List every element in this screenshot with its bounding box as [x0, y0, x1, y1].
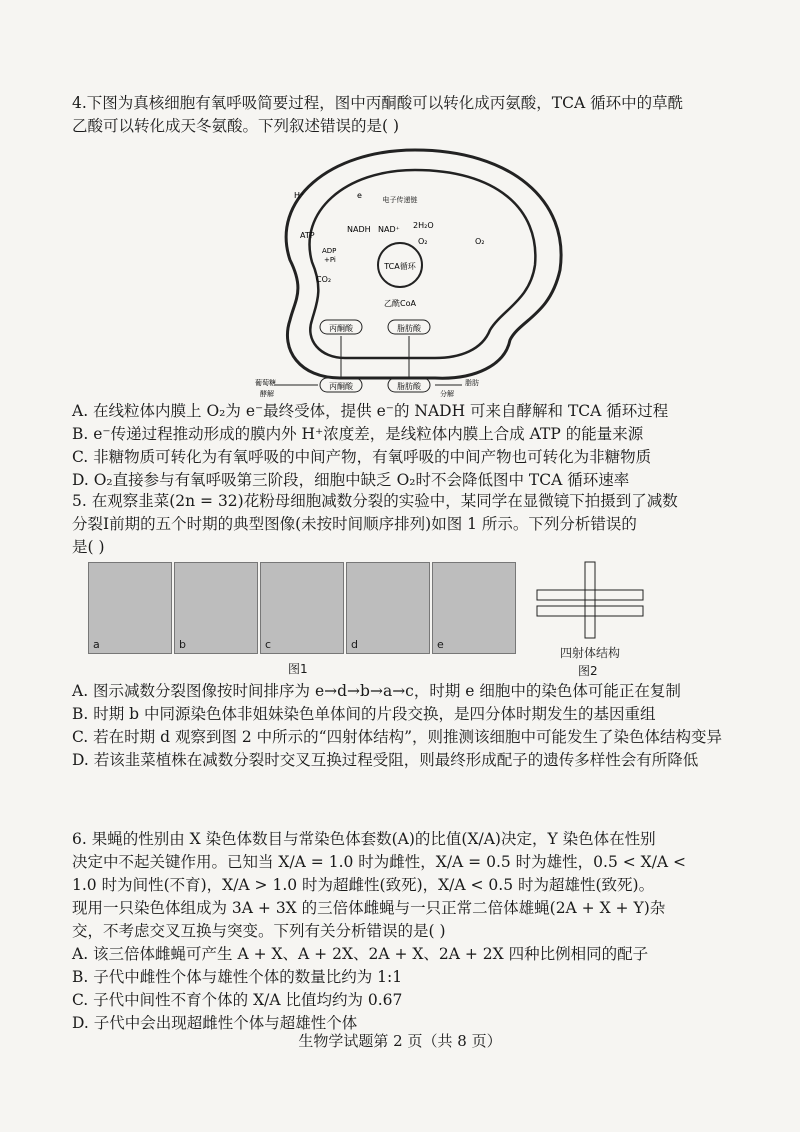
- cell-image-d: d: [346, 562, 430, 654]
- electron-label: e: [357, 191, 362, 200]
- q5-stem-line1: 5. 在观察韭菜(2n = 32)花粉母细胞减数分裂的实验中，某同学在显微镜下拍摄到了减数: [72, 492, 678, 510]
- q6-option-d: D. 子代中会出现超雌性个体与超雄性个体: [72, 1014, 358, 1032]
- nadh-label: NADH: [347, 225, 371, 234]
- acetyl-coa-label: 乙酰CoA: [384, 299, 416, 308]
- question-4: [72, 92, 722, 138]
- q5-option-a: A. 图示减数分裂图像按时间排序为 e→d→b→a→c，时期 e 细胞中的染色体可能正在复制: [72, 682, 681, 700]
- q4-option-a: A. 在线粒体内膜上 O₂为 e⁻最终受体，提供 e⁻的 NADH 可来自酵解和 TCA 循环过程: [72, 402, 669, 420]
- q4-option-d: D. O₂直接参与有氧呼吸第三阶段，细胞中缺乏 O₂时不会降低图中 TCA 循环速率: [72, 471, 630, 489]
- cell-image-c: c: [260, 562, 344, 654]
- o2-inner-label: O₂: [418, 237, 428, 246]
- pyruvate-outer-label: 丙酮酸: [329, 382, 353, 391]
- water-label: 2H₂O: [413, 221, 434, 230]
- q6-stem-line1: 6. 果蝇的性别由 X 染色体数目与常染色体套数(A)的比值(X/A)决定，Y 染色体在性别: [72, 830, 656, 848]
- q6-option-c: C. 子代中间性不育个体的 X/A 比值均约为 0.67: [72, 991, 403, 1009]
- quadrivalent-structure-figure: [535, 560, 645, 640]
- glucose-label: 葡萄糖: [255, 379, 276, 387]
- q6-option-b: B. 子代中雌性个体与雄性个体的数量比约为 1:1: [72, 968, 403, 986]
- q6-option-a: A. 该三倍体雌蝇可产生 A + X、A + 2X、2A + X、2A + 2X 四种比例相同的配子: [72, 945, 649, 963]
- question-5: [72, 490, 722, 559]
- fatty-acid-outer-label: 脂肪酸: [397, 382, 421, 391]
- tca-label: TCA循环: [384, 262, 416, 271]
- figure-1-caption: 图1: [288, 662, 308, 676]
- fatty-acid-inner-label: 脂肪酸: [397, 324, 421, 333]
- nad-label: NAD⁺: [378, 225, 400, 234]
- pyruvate-inner-label: 丙酮酸: [329, 324, 353, 333]
- o2-outer-label: O₂: [475, 237, 485, 246]
- q5-option-b: B. 时期 b 中同源染色体非姐妹染色单体间的片段交换，是四分体时期发生的基因重组: [72, 705, 656, 723]
- q4-stem-line2: 乙酸可以转化成天冬氨酸。下列叙述错误的是( ): [72, 117, 400, 135]
- q4-option-b: B. e⁻传递过程推动形成的膜内外 H⁺浓度差，是线粒体内膜上合成 ATP 的能量来源: [72, 425, 644, 443]
- q5-option-c: C. 若在时期 d 观察到图 2 中所示的“四射体结构”，则推测该细胞中可能发生了染色体结构变异: [72, 728, 723, 746]
- q5-options: [72, 680, 722, 772]
- q5-option-d: D. 若该韭菜植株在减数分裂时交叉互换过程受阻，则最终形成配子的遗传多样性会有所降低: [72, 751, 699, 769]
- q4-option-c: C. 非糖物质可转化为有氧呼吸的中间产物，有氧呼吸的中间产物也可转化为非糖物质: [72, 448, 652, 466]
- q4-options: [72, 400, 722, 492]
- cell-image-b: b: [174, 562, 258, 654]
- q6-stem-line4: 现用一只染色体组成为 3A + 3X 的三倍体雌蝇与一只正常二倍体雄蝇(2A + X + Y)杂: [72, 899, 666, 917]
- q5-stem-line2: 分裂Ⅰ前期的五个时期的典型图像(未按时间顺序排列)如图 1 所示。下列分析错误的: [72, 515, 637, 533]
- adp-label: ADP: [322, 247, 337, 255]
- pi-label: +Pi: [324, 256, 336, 264]
- atp-label: ATP: [300, 231, 315, 240]
- q5-stem-line3: 是( ): [72, 538, 105, 556]
- cell-image-a: a: [88, 562, 172, 654]
- electron-chain-label: 电子传递链: [382, 196, 418, 204]
- co2-label: CO₂: [316, 275, 332, 284]
- page-footer: 生物学试题第 2 页（共 8 页）: [298, 1032, 502, 1050]
- fat-label: 脂肪: [465, 379, 479, 387]
- q6-stem-line2: 决定中不起关键作用。已知当 X/A = 1.0 时为雌性，X/A = 0.5 时为雄性，0.5 < X/A <: [72, 853, 687, 871]
- h-plus-label: H⁺: [294, 191, 305, 200]
- q6-stem-line3: 1.0 时为间性(不育)，X/A > 1.0 时为超雌性(致死)，X/A < 0.5 时为超雄性(致死)。: [72, 876, 655, 894]
- q4-stem-line1: 4.下图为真核细胞有氧呼吸简要过程，图中丙酮酸可以转化成丙氨酸，TCA 循环中的草酰: [72, 94, 684, 112]
- question-6: [72, 828, 722, 1035]
- aerobic-respiration-diagram: [250, 140, 580, 400]
- q6-stem-line5: 交，不考虑交叉互换与突变。下列有关分析错误的是( ): [72, 922, 446, 940]
- figure-2-caption: 图2: [578, 664, 598, 678]
- figure-2-label: 四射体结构: [560, 646, 621, 660]
- cell-image-e: e: [432, 562, 516, 654]
- glycolysis-label: 酵解: [260, 390, 274, 398]
- breakdown-label: 分解: [440, 390, 454, 398]
